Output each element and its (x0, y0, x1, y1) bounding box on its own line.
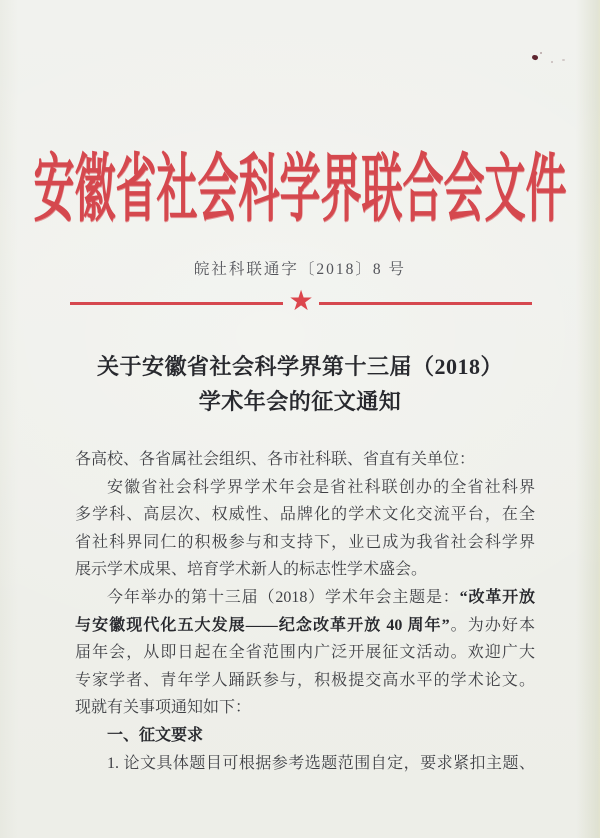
body-text: 现就有关事项通知如下： (75, 699, 252, 717)
body-text: 届年会，从即日起在全省范围内广泛开展征文活动。欢迎广大 (75, 644, 535, 662)
body-text: 专家学者、青年学人踊跃参与，积极提交高水平的学术论文。 (75, 671, 535, 689)
body-text: 省社科界同仁的积极参与和支持下，业已成为我省社会科学界 (75, 533, 535, 551)
document-title (0, 349, 600, 419)
body-line (75, 667, 535, 695)
org-title: 安徽省社会科学界联合会文件 (33, 147, 567, 231)
body-text: 今年举办的第十三届（2018）学术年会主题是： (107, 588, 460, 606)
body-line (75, 639, 535, 667)
ink-speck (562, 59, 565, 61)
body-line (75, 529, 535, 557)
body-text: 安徽省社会科学界学术年会是省社科联创办的全省社科界 (107, 478, 535, 496)
red-divider (70, 286, 532, 317)
body-text: 展示学术成果、培育学术新人的标志性学术盛会。 (75, 561, 428, 579)
body-line (75, 584, 535, 612)
body-text-bold: 与安徽现代化五大发展——纪念改革开放 40 周年” (75, 616, 450, 634)
body-text: 1. 论文具体题目可根据参考选题范围自定，要求紧扣主题、 (107, 754, 535, 772)
title-line-2: 学术年会的征文通知 (198, 389, 402, 414)
body-line (75, 722, 535, 750)
ink-speck (531, 54, 538, 61)
body-text: 各高校、各省属社会组织、各市社科联、省直有关单位： (75, 451, 476, 468)
letterhead (0, 147, 600, 231)
body-text-bold: 一、征文要求 (107, 726, 204, 744)
star-icon: ★ (288, 286, 314, 317)
red-rule-left (70, 302, 283, 305)
body-line (75, 446, 535, 474)
document-body (75, 446, 535, 777)
title-line-1: 关于安徽省社会科学界第十三届（2018） (96, 354, 503, 379)
body-line (75, 612, 535, 640)
body-line (75, 501, 535, 529)
body-line (75, 474, 535, 502)
body-text-bold: “改革开放 (459, 588, 535, 606)
body-line (75, 750, 535, 778)
body-text: 多学科、高层次、权威性、品牌化的学术文化交流平台，在全 (75, 506, 535, 524)
body-line (75, 556, 535, 584)
doc-number: 皖社科联通字〔2018〕8 号 (193, 261, 407, 278)
body-text: 。为办好本 (449, 616, 535, 634)
red-rule-right (319, 302, 532, 305)
body-line (75, 694, 535, 722)
ink-speck (551, 61, 553, 63)
ink-speck (540, 52, 542, 54)
